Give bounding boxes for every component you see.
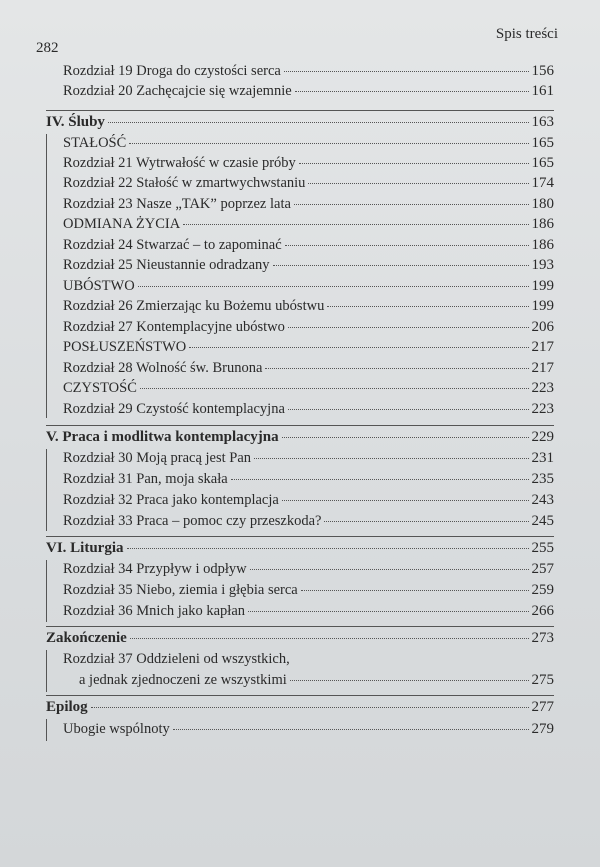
toc-entry-title: Rozdział 31 Pan, moja skała — [63, 471, 228, 487]
leader-dots — [108, 122, 529, 123]
toc-entry-r35[interactable] — [63, 582, 554, 599]
toc-entry-r25[interactable] — [63, 257, 554, 274]
toc-entry-title: ODMIANA ŻYCIA — [63, 216, 181, 232]
toc-entry-r24[interactable] — [63, 237, 554, 254]
toc-entry-page: 163 — [531, 114, 554, 130]
section-rule — [46, 626, 554, 627]
toc-entry-s4[interactable] — [63, 339, 554, 356]
toc-entry-page: 259 — [531, 582, 554, 598]
toc-entry-title: Rozdział 26 Zmierzając ku Bożemu ubóstwu — [63, 298, 325, 314]
toc-entry-epi[interactable] — [46, 699, 554, 716]
toc-entry-title: Rozdział 30 Moją pracą jest Pan — [63, 450, 252, 466]
toc-entry-title: STAŁOŚĆ — [63, 135, 127, 151]
toc-entry-r29[interactable] — [63, 401, 554, 418]
section-rule — [46, 425, 554, 426]
leader-dots — [282, 437, 529, 438]
toc-entry-page: 161 — [531, 83, 554, 99]
toc-entry-title: Rozdział 34 Przypływ i odpływ — [63, 561, 247, 577]
section-bracket — [46, 650, 47, 692]
toc-entry-page: 199 — [531, 298, 554, 314]
page-number: 282 — [36, 40, 59, 56]
toc-entry-zak[interactable] — [46, 630, 554, 647]
toc-entry-page: 206 — [531, 319, 554, 335]
toc-entry-page: 275 — [531, 672, 554, 688]
toc-entry-title: Rozdział 28 Wolność św. Brunona — [63, 360, 263, 376]
toc-entry-p5[interactable] — [46, 429, 554, 446]
leader-dots — [138, 286, 529, 287]
toc-entry-r21[interactable] — [63, 155, 554, 172]
leader-dots — [91, 707, 529, 708]
toc-entry-s1[interactable] — [63, 135, 554, 152]
toc-entry-page: 223 — [531, 380, 554, 396]
toc-entry-page: 165 — [531, 155, 554, 171]
leader-dots — [301, 590, 529, 591]
toc-entry-title: a jednak zjednoczeni ze wszystkimi — [79, 672, 287, 688]
toc-entry-title: Rozdział 29 Czystość kontemplacyjna — [63, 401, 285, 417]
toc-entry-title: Rozdział 20 Zachęcajcie się wzajemnie — [63, 83, 292, 99]
toc-entry-page: 229 — [531, 429, 554, 445]
toc-entry-s5[interactable] — [63, 380, 554, 397]
toc-entry-page: 223 — [531, 401, 554, 417]
toc-entry-title: CZYSTOŚĆ — [63, 380, 137, 396]
toc-entry-page: 156 — [531, 63, 554, 79]
toc-entry-p4[interactable] — [46, 114, 554, 131]
toc-entry-r23[interactable] — [63, 196, 554, 213]
toc-entry-page: 279 — [531, 721, 554, 737]
toc-entry-title: Rozdział 32 Praca jako kontemplacja — [63, 492, 279, 508]
toc-entry-page: 235 — [531, 471, 554, 487]
toc-entry-title: Rozdział 21 Wytrwałość w czasie próby — [63, 155, 296, 171]
toc-entry-r34[interactable] — [63, 561, 554, 578]
toc-entry-r27[interactable] — [63, 319, 554, 336]
leader-dots — [294, 204, 529, 205]
toc-entry-page: 217 — [531, 360, 554, 376]
toc-entry-page: 180 — [531, 196, 554, 212]
toc-entry-page: 217 — [531, 339, 554, 355]
toc-entry-r19[interactable] — [63, 63, 554, 80]
toc-entry-title: IV. Śluby — [46, 114, 105, 130]
section-rule — [46, 695, 554, 696]
leader-dots — [248, 611, 528, 612]
toc-entry-r32[interactable] — [63, 492, 554, 509]
leader-dots — [173, 729, 529, 730]
toc-entry-title: POSŁUSZEŃSTWO — [63, 339, 187, 355]
toc-entry-s2[interactable] — [63, 216, 554, 233]
leader-dots — [282, 500, 529, 501]
section-bracket — [46, 719, 47, 741]
toc-entry-page: 199 — [531, 278, 554, 294]
leader-dots — [250, 569, 529, 570]
leader-dots — [189, 347, 528, 348]
leader-dots — [231, 479, 529, 480]
leader-dots — [129, 143, 528, 144]
leader-dots — [288, 409, 529, 410]
toc-entry-title: Rozdział 27 Kontemplacyjne ubóstwo — [63, 319, 285, 335]
leader-dots — [273, 265, 529, 266]
toc-entry-title: Rozdział 35 Niebo, ziemia i głębia serca — [63, 582, 298, 598]
toc-entry-title: Rozdział 24 Stwarzać – to zapominać — [63, 237, 282, 253]
section-rule — [46, 110, 554, 111]
toc-entry-r37-line1[interactable]: Rozdział 37 Oddzieleni od wszystkich, — [63, 651, 290, 667]
leader-dots — [140, 388, 529, 389]
leader-dots — [327, 306, 528, 307]
toc-entry-r30[interactable] — [63, 450, 554, 467]
leader-dots — [285, 245, 529, 246]
toc-entry-title: Zakończenie — [46, 630, 127, 646]
toc-entry-title: UBÓSTWO — [63, 278, 135, 294]
toc-entry-page: 186 — [531, 216, 554, 232]
leader-dots — [254, 458, 528, 459]
toc-entry-r33[interactable] — [63, 513, 554, 530]
section-bracket — [46, 449, 47, 531]
leader-dots — [284, 71, 529, 72]
section-bracket — [46, 134, 47, 418]
toc-entry-page: 266 — [531, 603, 554, 619]
leader-dots — [127, 548, 529, 549]
toc-entry-p6[interactable] — [46, 540, 554, 557]
toc-entry-page: 174 — [531, 175, 554, 191]
toc-entry-title: Rozdział 22 Stałość w zmartwychwstaniu — [63, 175, 306, 191]
toc-entry-title: Rozdział 25 Nieustannie odradzany — [63, 257, 270, 273]
toc-entry-title: V. Praca i modlitwa kontemplacyjna — [46, 429, 279, 445]
toc-entry-page: 245 — [531, 513, 554, 529]
toc-entry-page: 186 — [531, 237, 554, 253]
leader-dots — [295, 91, 529, 92]
toc-entry-page: 255 — [531, 540, 554, 556]
leader-dots — [299, 163, 529, 164]
toc-entry-r26[interactable] — [63, 298, 554, 315]
toc-entry-page: 165 — [531, 135, 554, 151]
leader-dots — [130, 638, 529, 639]
toc-entry-page: 193 — [531, 257, 554, 273]
toc-entry-title: Epilog — [46, 699, 88, 715]
toc-entry-title: VI. Liturgia — [46, 540, 124, 556]
leader-dots — [183, 224, 528, 225]
toc-entry-title: Rozdział 23 Nasze „TAK” poprzez lata — [63, 196, 291, 212]
section-bracket — [46, 560, 47, 622]
toc-entry-r20[interactable] — [63, 83, 554, 100]
toc-entry-r37[interactable] — [79, 672, 554, 689]
toc-entry-r22[interactable] — [63, 175, 554, 192]
toc-entry-page: 243 — [531, 492, 554, 508]
toc-entry-page: 231 — [531, 450, 554, 466]
section-rule — [46, 536, 554, 537]
toc-entry-r31[interactable] — [63, 471, 554, 488]
toc-entry-s3[interactable] — [63, 278, 554, 295]
toc-entry-page: 273 — [531, 630, 554, 646]
leader-dots — [308, 183, 528, 184]
toc-entry-r36[interactable] — [63, 603, 554, 620]
toc-entry-title: Rozdział 33 Praca – pomoc czy przeszkoda? — [63, 513, 322, 529]
leader-dots — [290, 680, 529, 681]
toc-entry-title: Rozdział 19 Droga do czystości serca — [63, 63, 281, 79]
leader-dots — [265, 368, 528, 369]
toc-entry-page: 257 — [531, 561, 554, 577]
toc-entry-ubo[interactable] — [63, 721, 554, 738]
leader-dots — [288, 327, 529, 328]
toc-entry-title: Rozdział 36 Mnich jako kapłan — [63, 603, 246, 619]
leader-dots — [324, 521, 528, 522]
toc-entry-page: 277 — [531, 699, 554, 715]
toc-entry-r28[interactable] — [63, 360, 554, 377]
toc-entry-title: Ubogie wspólnoty — [63, 721, 170, 737]
running-title: Spis treści — [495, 26, 558, 42]
